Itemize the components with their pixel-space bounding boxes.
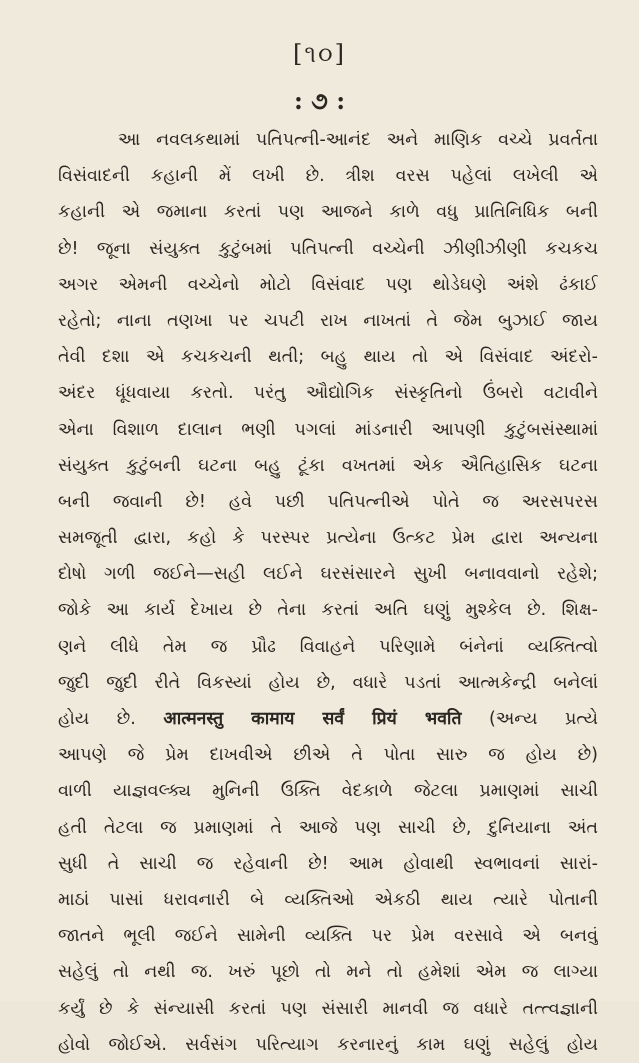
text-line: ણને લીધે તેમ જ પ્રૌઢ વિવાહને પરિણામે બંનેનાં વ્યક્તિત્વો	[58, 636, 598, 657]
text-line: અગર એમની વચ્ચેનો મોટો વિસંવાદ પણ થોડેઘણે અંશે ઢંકાઈ	[58, 274, 598, 295]
text-line: આ નવલકથામાં પતિપત્ની-આનંદ અને માણિક વચ્ચે પ્રવર્તતા	[118, 130, 598, 150]
text-line: સુધી તે સાચી જ રહેવાની છે! આમ હોવાથી સ્વભાવનાં સારાં-	[58, 853, 598, 874]
text-line	[58, 701, 598, 737]
text-line: જાતને ભૂલી જઈને સામેની વ્યક્તિ પર પ્રેમ વરસાવે એ બનવું	[58, 926, 598, 947]
text-segment: હોય છે.	[58, 709, 164, 729]
text-segment: (અન્ય પ્રત્યે	[461, 709, 598, 729]
text-line: હોવો જોઈએ. સર્વસંગ પરિત્યાગ કરનારનું કામ ઘણું સહેલું હોય	[58, 1034, 598, 1055]
text-line: એના વિશાળ દાલાન ભણી પગલાં માંડનારી આપણી કુટુંબસંસ્થામાં	[58, 419, 598, 440]
page-number: [૧૦]	[293, 40, 346, 68]
sanskrit-quote: आत्मनस्तु कामाय सर्वं प्रियं भवति	[163, 709, 462, 729]
chapter-heading: : ૭ :	[293, 86, 346, 115]
text-line: સમજૂતી દ્વારા, કહો કે પરસ્પર પ્રત્યેના ઉત્કટ પ્રેમ દ્વારા અન્યના	[58, 528, 598, 549]
text-line: કર્યું છે કે સંન્યાસી કરતાં પણ સંસારી માનવી જ વધારે તત્ત્વજ્ઞાની	[58, 998, 598, 1019]
text-line: હતી તેટલા જ પ્રમાણમાં તે આજે પણ સાચી છે, દુનિયાના અંત	[58, 817, 598, 838]
text-line: વિસંવાદની કહાની મેં લખી છે. ત્રીશ વરસ પહેલાં લખેલી એ	[58, 166, 598, 187]
text-line: સંયુક્ત કુટુંબની ઘટના બહુ ટૂંકા વખતમાં એક ઐતિહાસિક ઘટના	[58, 455, 598, 476]
text-line: જોકે આ કાર્ય દેખાય છે તેના કરતાં અતિ ઘણું મુશ્કેલ છે. શિક્ષ-	[58, 600, 598, 621]
text-line: તેવી દશા એ કચકચની થતી; બહુ થાય તો એ વિસંવાદ અંદરો-	[58, 347, 598, 368]
text-line: સહેલું તો નથી જ. ખરું પૂછો તો મને તો હમેશાં એમ જ લાગ્યા	[58, 962, 598, 983]
text-line: દોષો ગળી જઈને—સહી લઈને ઘરસંસારને સુખી બનાવવાનો રહેશે;	[58, 564, 598, 585]
body-text	[58, 122, 598, 1063]
text-line: છે! જૂના સંયુક્ત કુટુંબમાં પતિપત્ની વચ્ચેની ઝીણીઝીણી કચકચ	[58, 238, 598, 259]
text-line: કહાની એ જમાના કરતાં પણ આજને કાળે વધુ પ્રાતિનિધિક બની	[58, 202, 598, 223]
text-line: જુદી જુદી રીતે વિકસ્યાં હોય છે, વધારે પડતાં આત્મકેન્દ્રી બનેલાં	[58, 672, 598, 693]
text-line: આપણે જે પ્રેમ દાખવીએ છીએ તે પોતા સારુ જ હોય છે)	[58, 745, 598, 766]
text-line: માઠાં પાસાં ધરાવનારી બે વ્યક્તિઓ એકઠી થાય ત્યારે પોતાની	[58, 889, 598, 910]
text-line: રહેતો; નાના તણખા પર ચપટી રાખ નાખતાં તે જેમ બુઝાઈ જાય	[58, 310, 598, 331]
text-line: અંદર ધૂંધવાયા કરતો. પરંતુ ઔદ્યોગિક સંસ્કૃતિનો ઉંબરો વટાવીને	[58, 383, 598, 404]
text-line: બની જવાની છે! હવે પછી પતિપત્નીએ પોતે જ અરસપરસ	[58, 491, 598, 512]
text-line: વાળી યાજ્ઞવલ્ક્ય મુનિની ઉક્તિ વેદકાળે જેટલા પ્રમાણમાં સાચી	[58, 781, 598, 802]
